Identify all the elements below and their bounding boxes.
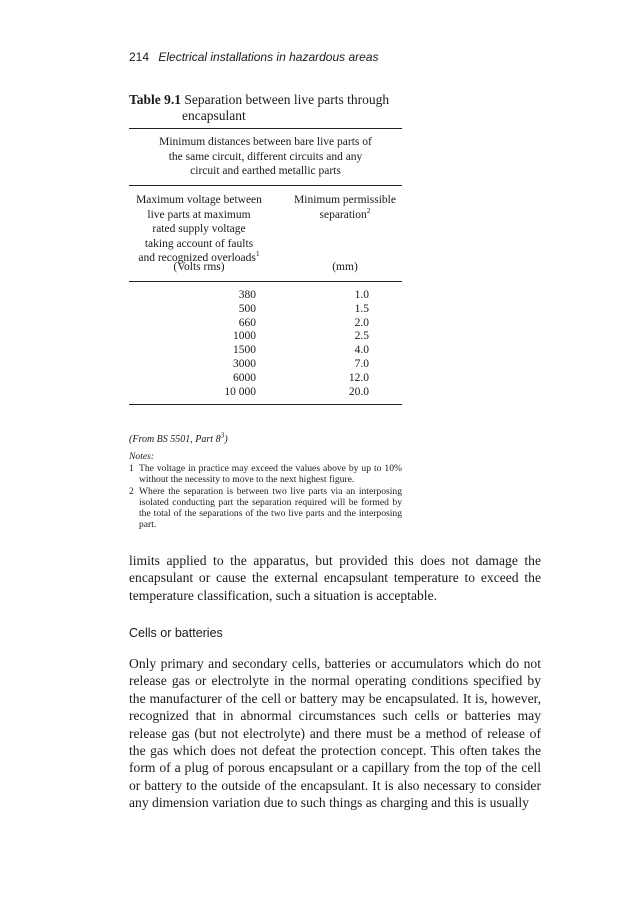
separation-cell: 4.0 — [354, 344, 369, 357]
separation-cell: 1.0 — [354, 289, 369, 301]
source-close: ) — [224, 434, 228, 445]
table-row — [129, 372, 402, 386]
voltage-cell: 1000 — [233, 330, 256, 343]
table-caption — [129, 92, 419, 124]
reference-mark: 3 — [220, 430, 225, 440]
separation-cell: 12.0 — [348, 371, 369, 384]
separation-cell: 7.0 — [354, 357, 369, 370]
table-title-line-1: Separation between live parts through — [184, 92, 390, 107]
spanning-heading-line: the same circuit, different circuits and any — [168, 150, 363, 163]
section-heading: Cells or batteries — [129, 626, 223, 640]
table-row — [129, 386, 402, 400]
separation-unit: (mm) — [332, 261, 358, 273]
note-number: 1 — [129, 463, 134, 475]
footnote-ref: 2 — [366, 205, 371, 215]
running-header — [129, 50, 379, 64]
note-item — [129, 486, 402, 531]
heading-rule — [129, 185, 402, 186]
running-title: Electrical installations in hazardous areas — [158, 50, 379, 64]
note-number: 2 — [129, 485, 134, 497]
separation-column-heading — [285, 193, 405, 222]
table-source — [129, 430, 228, 445]
notes-title: Notes: — [129, 451, 155, 462]
spanning-heading — [129, 135, 402, 179]
voltage-cell: 6000 — [233, 371, 256, 384]
page-number: 214 — [129, 50, 150, 64]
voltage-cell: 500 — [238, 302, 256, 315]
voltage-cell: 380 — [238, 289, 256, 301]
table-row — [129, 317, 402, 331]
separation-cell: 2.0 — [354, 316, 369, 329]
table-top-rule — [129, 128, 402, 129]
voltage-heading-text: and recognized overloads — [138, 252, 256, 264]
source-text: (From BS 5501, Part 8 — [129, 434, 221, 445]
voltage-heading-line: live parts at maximum — [147, 208, 251, 221]
separation-cell: 20.0 — [348, 385, 369, 398]
voltage-heading-line: taking account of faults — [144, 237, 254, 250]
table-row — [129, 358, 402, 372]
table-title-line-2: encapsulant — [182, 108, 246, 123]
body-paragraph: limits applied to the apparatus, but provided this does not damage the encapsulant or cause the external encapsulant temperature to exceed the temperature classification, such a situation is acceptable. — [129, 553, 541, 603]
table-body — [129, 289, 402, 399]
table-bottom-rule — [129, 404, 402, 405]
separation-cell: 1.5 — [354, 302, 369, 315]
body-paragraph: Only primary and secondary cells, batteries or accumulators which do not release gas or electrolyte in the normal operating conditions specified by the manufacturer of the cell or battery may be encapsulated. It is, however, recognized that in abnormal circumstances such cells or batteries may release gas (but not electrolyte) and there must be a method of release of the gas which does not defeat the protection concept. This often takes the form of a plug of porous encapsulant or a capillary from the top of the cell or battery to the outside of the encapsulant. It is also necessary to consider any dimension variation due to such things as charging and this is usually — [129, 656, 541, 811]
voltage-column-heading — [120, 193, 278, 266]
separation-heading-line: Minimum permissible — [294, 194, 396, 206]
voltage-unit: (Volts rms) — [173, 261, 225, 273]
spanning-heading-line: circuit and earthed metallic parts — [190, 165, 341, 177]
table-row — [129, 289, 402, 303]
note-text: Where the separation is between two live parts via an interposing isolated conducting part the separation required will be formed by the total of the separations of the two live parts and the interposing part. — [139, 485, 402, 531]
units-rule — [129, 281, 402, 282]
voltage-cell: 3000 — [233, 357, 256, 370]
voltage-cell: 10 000 — [224, 385, 256, 398]
table-notes — [129, 451, 402, 530]
separation-heading-line — [285, 205, 405, 223]
table-label: Table 9.1 — [129, 92, 182, 107]
note-text: The voltage in practice may exceed the values above by up to 10% without the necessity to move to the next highest figure. — [139, 463, 402, 486]
table-row — [129, 303, 402, 317]
table-row — [129, 344, 402, 358]
note-item — [129, 463, 402, 485]
voltage-heading-line: rated supply voltage — [152, 223, 246, 235]
separation-heading-text: separation — [319, 208, 367, 221]
spanning-heading-line: Minimum distances between bare live parts of — [159, 136, 372, 148]
separation-cell: 2.5 — [354, 330, 369, 343]
voltage-cell: 660 — [238, 316, 256, 329]
voltage-cell: 1500 — [233, 344, 256, 357]
footnote-ref: 1 — [255, 249, 260, 259]
table-row — [129, 330, 402, 344]
voltage-heading-line: Maximum voltage between — [136, 194, 262, 206]
